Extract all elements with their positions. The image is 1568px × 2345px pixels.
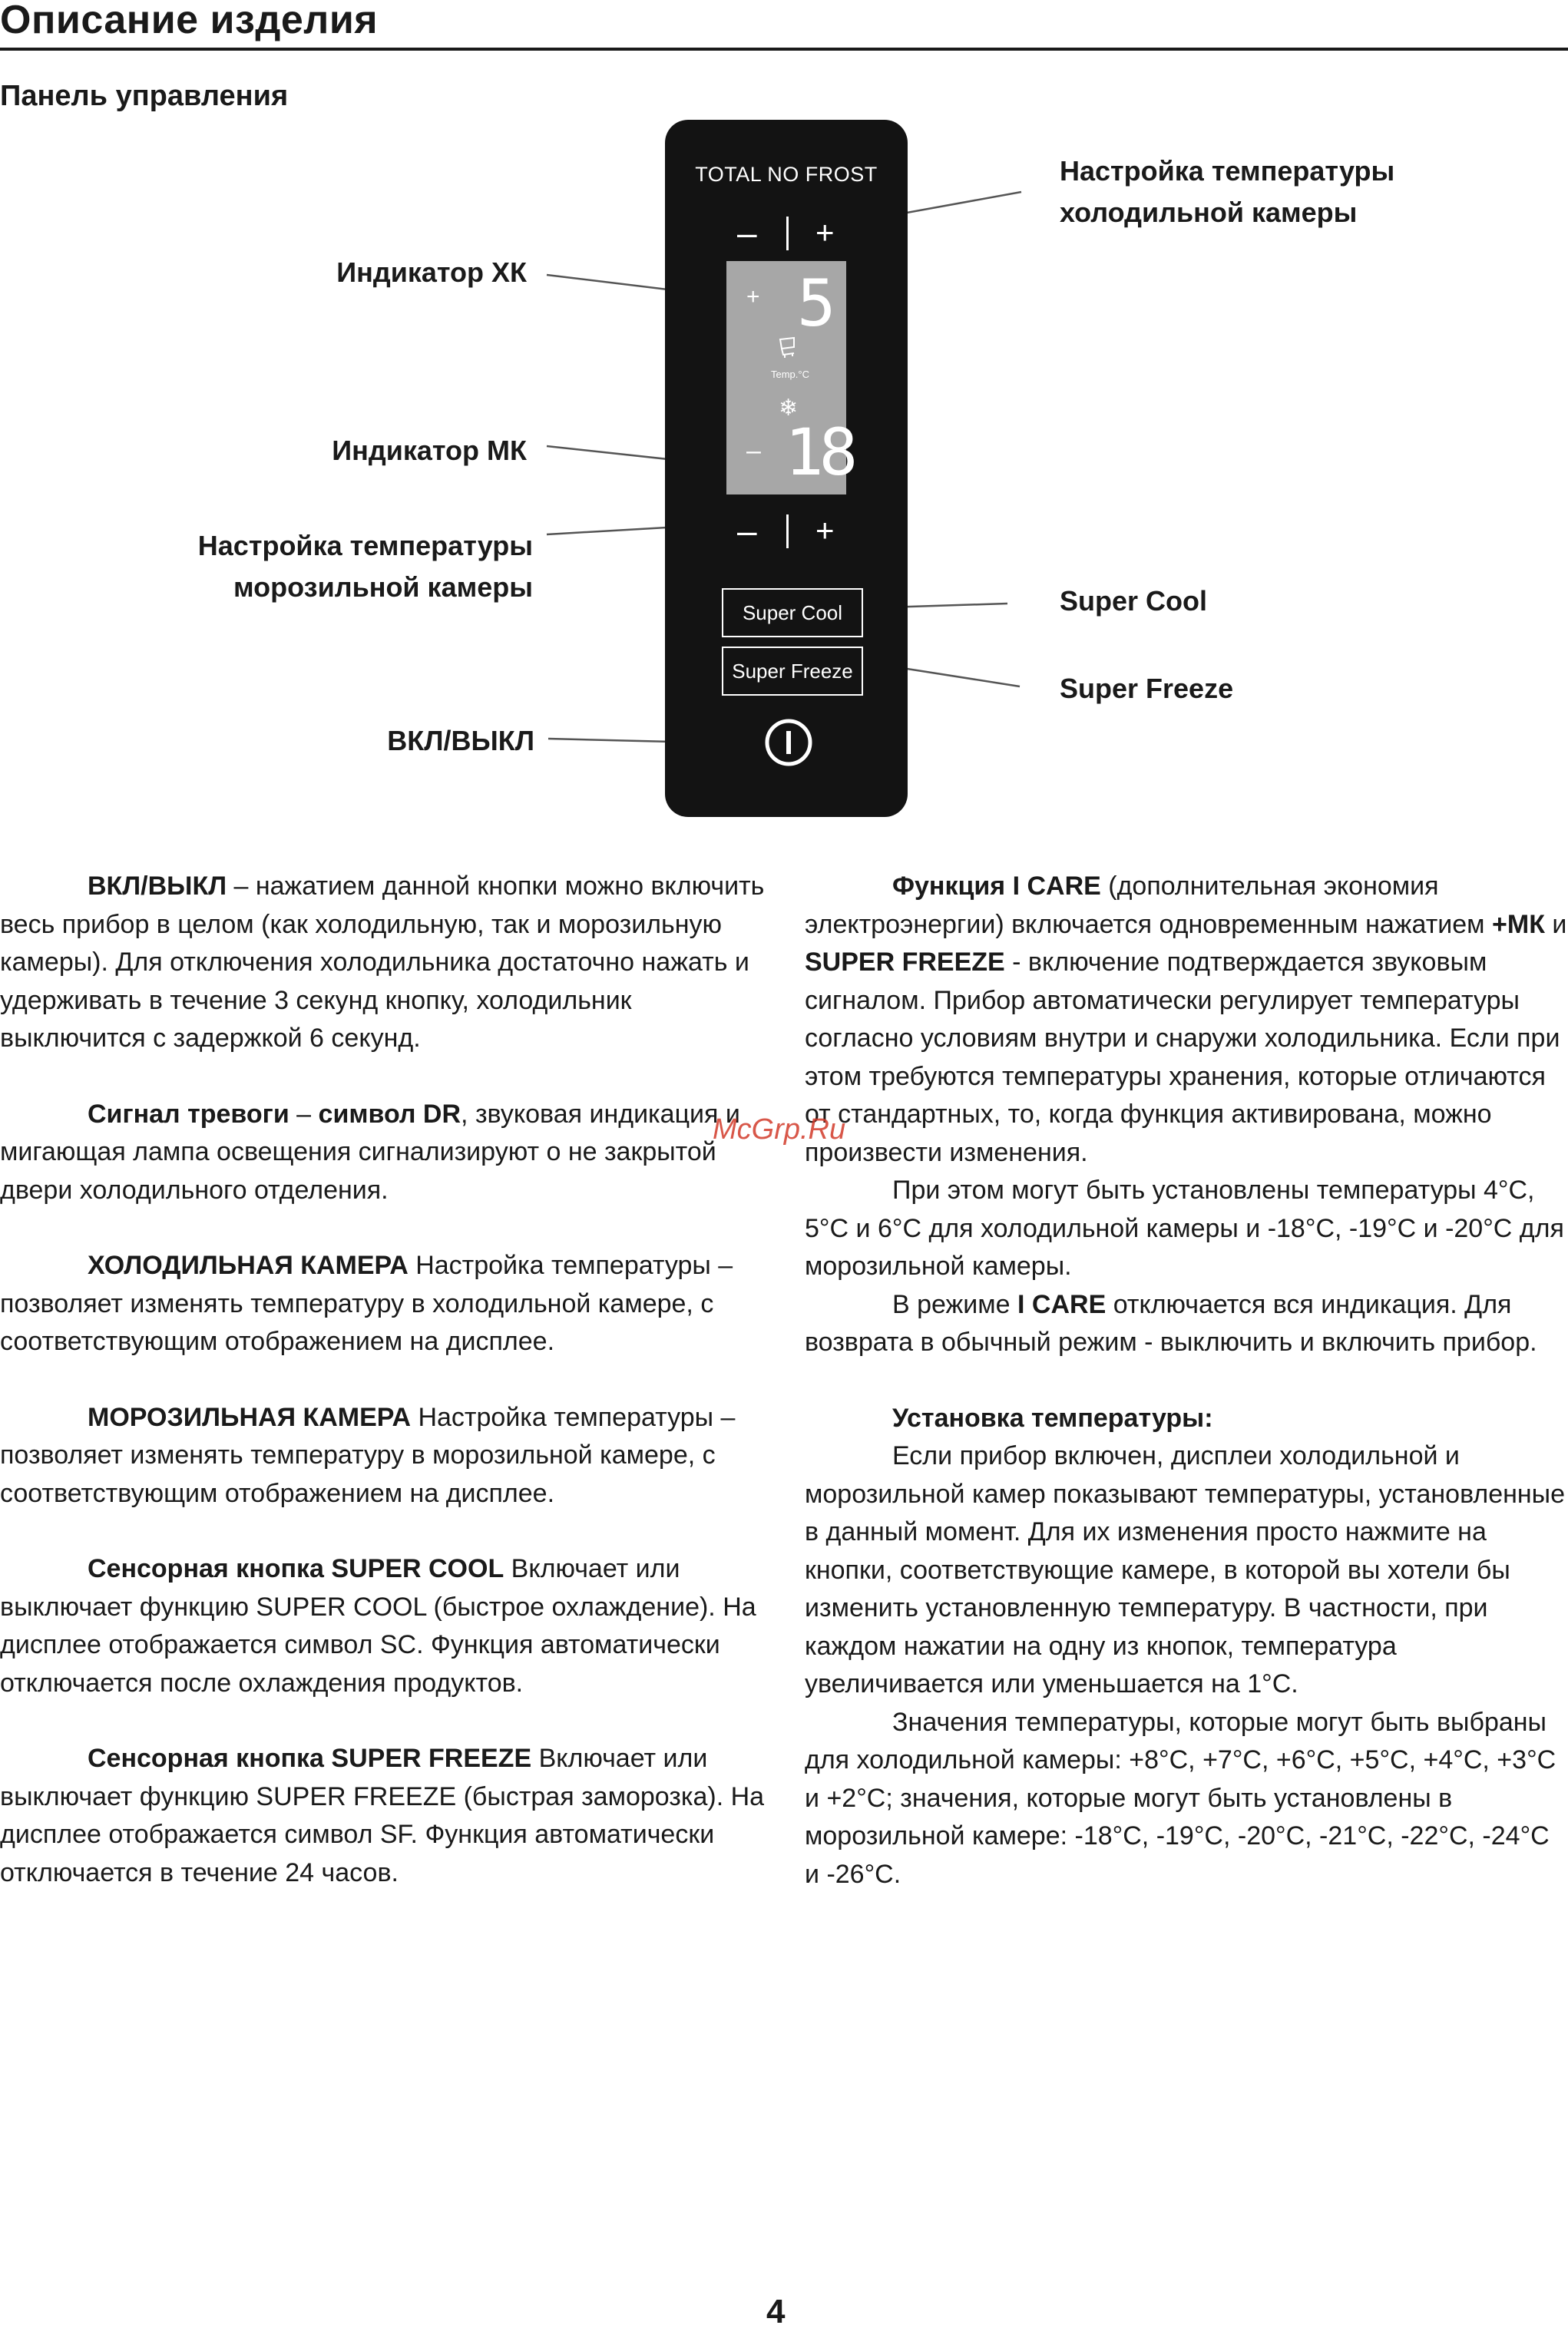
callout-super-freeze: Super Freeze [1060, 673, 1234, 704]
fridge-sign: + [746, 284, 760, 309]
section-title: Панель управления [0, 80, 289, 112]
callout-fridge-temp-setting: Настройка температуры холодильной камеры [1060, 155, 1395, 228]
freezer-plus-button[interactable]: + [815, 512, 835, 548]
paragraph-alarm: Сигнал тревоги – символ DR, звуковая индикация и мигающая лампа освещения сигнализируют о не закрытой двери холодильного отделения. [0, 1099, 740, 1205]
paragraph-icare-mode: В режиме I CARE отключается вся индикация. Для возврата в обычный режим - выключить и включить прибор. [805, 1289, 1537, 1357]
paragraph-freezer: МОРОЗИЛЬНАЯ КАМЕРА Настройка температуры – позволяет изменять температуру в морозильной камере, с соответствующим отображением на дисплее. [0, 1402, 736, 1508]
freezer-sign: – [746, 436, 761, 465]
fridge-plus-button[interactable]: + [815, 214, 835, 250]
fridge-temp-controls [665, 215, 908, 256]
divider [786, 514, 789, 548]
power-icon [762, 716, 815, 769]
freezer-temp-value: 18 [785, 415, 854, 490]
left-text-column [0, 868, 768, 1892]
fridge-icon [777, 335, 799, 365]
paragraph-super-cool: Сенсорная кнопка SUPER COOL Включает или выключает функцию SUPER COOL (быстрое охлаждение). На дисплее отображается символ SC. Функция автоматически отключается после охлаждения продуктов. [0, 1554, 756, 1698]
callout-fridge-indicator: Индикатор ХК [336, 256, 527, 288]
control-panel [665, 120, 908, 817]
page-number: 4 [766, 2293, 786, 2330]
snowflake-icon: ❄ [779, 395, 799, 421]
power-button[interactable] [762, 716, 815, 773]
callout-freezer-indicator: Индикатор МК [332, 435, 527, 466]
super-freeze-button[interactable]: Super Freeze [722, 647, 863, 696]
paragraph-icare: Функция I CARE (дополнительная экономия электроэнергии) включается одновременным нажатием +МК и SUPER FREEZE - включение подтверждается звуковым сигналом. Прибор автоматически регулирует температуры согласно условиям внутри и снаружи холодильника. Если при этом требуются температуры хранения, которые отличаются от стандартных, то, когда функция активирована, можно произвести изменения. [805, 872, 1567, 1167]
watermark: McGrp.Ru [713, 1113, 846, 1146]
right-text-column [805, 868, 1568, 1894]
freezer-minus-button[interactable]: – [737, 511, 757, 551]
callout-super-cool: Super Cool [1060, 585, 1208, 617]
paragraph-power: ВКЛ/ВЫКЛ – нажатием данной кнопки можно включить весь прибор в целом (как холодильную, так и морозильную камеры). Для отключения холодильника достаточно нажать и удерживать в течение 3 секунд кнопку, холодильник выключится с задержкой 6 секунд. [0, 872, 765, 1053]
paragraph-super-freeze: Сенсорная кнопка SUPER FREEZE Включает или выключает функцию SUPER FREEZE (быстрая заморозка). На дисплее отображается символ SF. Функция автоматически отключается в течение 24 часов. [0, 1744, 765, 1887]
callout-freezer-temp-setting: Настройка температуры морозильной камеры [197, 530, 533, 603]
temperature-display [726, 261, 854, 494]
heading-temp-setting: Установка температуры: [892, 1403, 1213, 1433]
page-title: Описание изделия [0, 0, 1568, 51]
divider [786, 217, 789, 250]
fridge-temp-value: 5 [797, 266, 836, 341]
paragraph-icare-temps: При этом могут быть установлены температуры 4°C, 5°C и 6°C для холодильной камеры и -18°C, -19°C и -20°C для морозильной камеры. [805, 1176, 1564, 1281]
paragraph-temp-values: Значения температуры, которые могут быть выбраны для холодильной камеры: +8°C, +7°C, +6°C, +5°C, +4°C, +3°C и +2°C; значения, которые могут быть установлены в морозильной камере: -18°C, -19°C, -20°C, -21°C, -22°C, -24°C и -26°C. [805, 1707, 1556, 1889]
temp-unit-label: Temp.°C [771, 369, 809, 380]
fridge-minus-button[interactable]: – [737, 213, 757, 253]
super-cool-button[interactable]: Super Cool [722, 588, 863, 637]
paragraph-temp-setting: Если прибор включен, дисплеи холодильной и морозильной камер показывают температуры, установленные в данный момент. Для их изменения просто нажмите на кнопки, соответствующие камере, в которой вы хотели бы изменить установленную температуру. В частности, при каждом нажатии на одну из кнопок, температура увеличивается или уменьшается на 1°С. [805, 1441, 1566, 1698]
callout-power: ВКЛ/ВЫКЛ [387, 725, 534, 756]
brand-label: TOTAL NO FROST [695, 163, 878, 186]
paragraph-fridge: ХОЛОДИЛЬНАЯ КАМЕРА Настройка температуры – позволяет изменять температуру в холодильной камере, с соответствующим отображением на дисплее. [0, 1251, 733, 1356]
freezer-temp-controls [665, 513, 908, 554]
